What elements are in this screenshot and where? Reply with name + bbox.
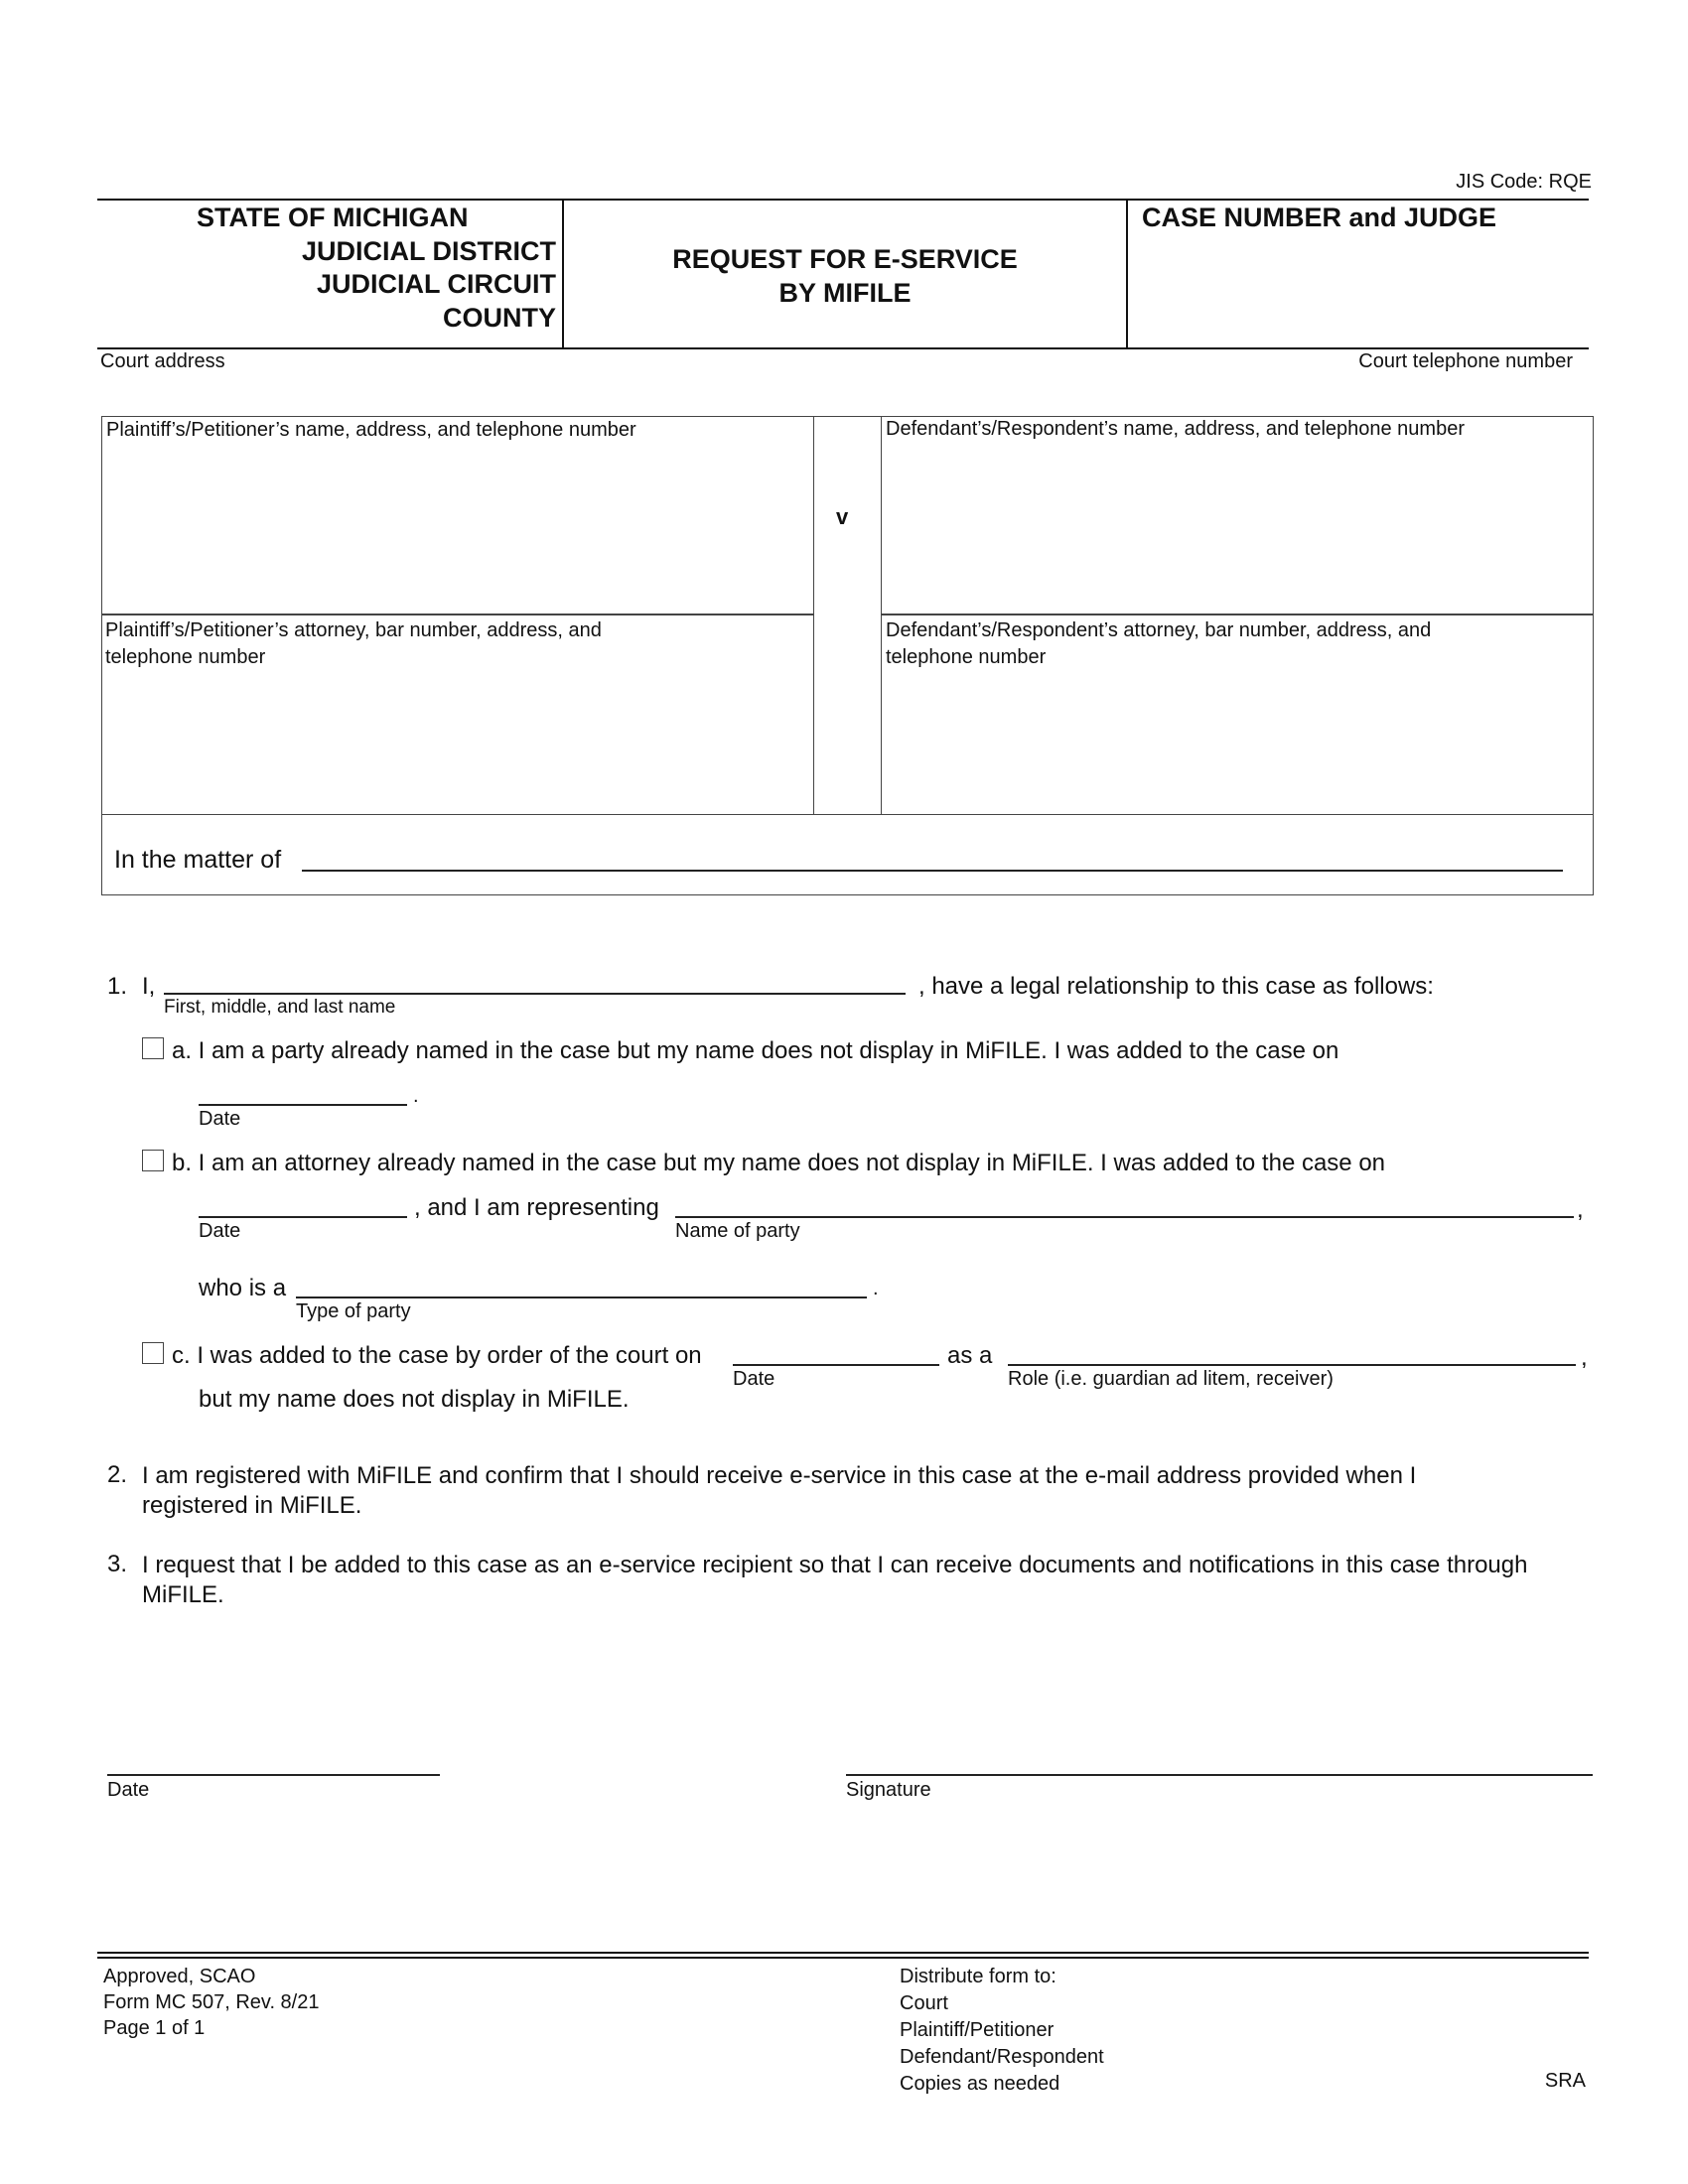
defendant-attorney-line2: telephone number bbox=[886, 646, 1047, 668]
item1-i: I, bbox=[142, 973, 156, 1000]
option-b-checkbox[interactable] bbox=[142, 1150, 164, 1171]
date-signature-label: Date bbox=[107, 1779, 150, 1801]
footer-rule-top bbox=[97, 1952, 1589, 1954]
case-number-label: CASE NUMBER and JUDGE bbox=[1142, 203, 1497, 232]
full-name-field[interactable] bbox=[164, 993, 906, 995]
option-c-as-a: as a bbox=[947, 1342, 993, 1369]
item3-number: 3. bbox=[107, 1551, 128, 1577]
plaintiff-attorney-line2: telephone number bbox=[105, 646, 266, 668]
option-b-representing: , and I am representing bbox=[414, 1194, 659, 1221]
header-top-rule bbox=[97, 199, 1589, 201]
option-a-period: . bbox=[413, 1085, 419, 1107]
option-a-date-label: Date bbox=[199, 1108, 241, 1130]
signature-label: Signature bbox=[846, 1779, 931, 1801]
distribute-defendant: Defendant/Respondent bbox=[900, 2046, 1104, 2068]
defendant-attorney-label bbox=[886, 617, 1431, 671]
plaintiff-box[interactable] bbox=[101, 416, 814, 615]
form-title-line2: BY MIFILE bbox=[778, 278, 912, 308]
option-c-line2: but my name does not display in MiFILE. bbox=[199, 1386, 630, 1413]
full-name-label: First, middle, and last name bbox=[164, 997, 396, 1018]
item2-number: 2. bbox=[107, 1461, 128, 1488]
versus-label: v bbox=[836, 504, 849, 529]
option-c-comma: , bbox=[1581, 1344, 1588, 1371]
option-b-type-field[interactable] bbox=[296, 1297, 867, 1298]
footer-rule-bottom bbox=[97, 1957, 1589, 1959]
option-c-date-label: Date bbox=[733, 1368, 775, 1390]
court-address-label: Court address bbox=[100, 350, 225, 372]
item2-text bbox=[142, 1461, 1416, 1521]
versus-column bbox=[813, 416, 882, 815]
option-b-text: b. I am an attorney already named in the case but my name does not display in MiFILE. I was added to the case on bbox=[172, 1150, 1386, 1176]
form-info bbox=[103, 1964, 319, 2041]
option-a-date-field[interactable] bbox=[199, 1104, 407, 1106]
state-label: STATE OF MICHIGAN bbox=[197, 203, 469, 232]
option-c-date-field[interactable] bbox=[733, 1364, 939, 1366]
option-c-checkbox[interactable] bbox=[142, 1342, 164, 1364]
option-c-text: c. I was added to the case by order of the court on bbox=[172, 1342, 702, 1369]
option-a-checkbox[interactable] bbox=[142, 1037, 164, 1059]
option-b-period: . bbox=[873, 1278, 879, 1299]
item2-line1: I am registered with MiFILE and confirm that I should receive e-service in this case at the e-mail address provided when I bbox=[142, 1462, 1417, 1489]
signature-field[interactable] bbox=[846, 1774, 1593, 1776]
approved-label: Approved, SCAO bbox=[103, 1966, 256, 1987]
matter-of-label: In the matter of bbox=[114, 846, 282, 874]
header-bottom-rule bbox=[97, 347, 1589, 349]
form-number: Form MC 507, Rev. 8/21 bbox=[103, 1991, 320, 2013]
form-code: SRA bbox=[1544, 2070, 1586, 2092]
defendant-label: Defendant’s/Respondent’s name, address, and telephone number bbox=[886, 418, 1465, 440]
plaintiff-attorney-label bbox=[105, 617, 602, 671]
district-label: JUDICIAL DISTRICT bbox=[301, 236, 556, 266]
option-c-role-label: Role (i.e. guardian ad litem, receiver) bbox=[1008, 1368, 1334, 1390]
option-b-date-field[interactable] bbox=[199, 1216, 407, 1218]
defendant-box[interactable] bbox=[881, 416, 1594, 615]
plaintiff-label: Plaintiff’s/Petitioner’s name, address, and telephone number bbox=[106, 419, 636, 441]
option-b-who-is: who is a bbox=[199, 1275, 287, 1301]
date-signature-field[interactable] bbox=[107, 1774, 440, 1776]
option-b-party-field[interactable] bbox=[675, 1216, 1574, 1218]
item2-line2: registered in MiFILE. bbox=[142, 1492, 362, 1519]
item3-line1: I request that I be added to this case as an e-service recipient so that I can receive documents and notifications in this case through bbox=[142, 1552, 1528, 1578]
distribute-heading: Distribute form to: bbox=[900, 1966, 1056, 1987]
jis-code: JIS Code: RQE bbox=[1456, 171, 1592, 193]
item3-line2: MiFILE. bbox=[142, 1581, 224, 1608]
distribution-list bbox=[900, 1964, 1104, 2098]
matter-box bbox=[101, 814, 1594, 895]
distribute-copies: Copies as needed bbox=[900, 2073, 1060, 2095]
form-title bbox=[564, 242, 1126, 310]
plaintiff-attorney-line1: Plaintiff’s/Petitioner’s attorney, bar number, address, and bbox=[105, 619, 602, 641]
matter-of-field[interactable] bbox=[302, 870, 1563, 872]
circuit-label: JUDICIAL CIRCUIT bbox=[316, 269, 556, 299]
distribute-court: Court bbox=[900, 1992, 948, 2014]
page-number: Page 1 of 1 bbox=[103, 2017, 206, 2039]
option-c-role-field[interactable] bbox=[1008, 1364, 1576, 1366]
court-phone-label: Court telephone number bbox=[1358, 350, 1573, 372]
item1-tail: , have a legal relationship to this case as follows: bbox=[918, 973, 1434, 1000]
option-b-date-label: Date bbox=[199, 1220, 241, 1242]
option-b-comma: , bbox=[1577, 1196, 1584, 1223]
item1-number: 1. bbox=[107, 973, 128, 1000]
distribute-plaintiff: Plaintiff/Petitioner bbox=[900, 2019, 1055, 2041]
option-b-party-label: Name of party bbox=[675, 1220, 800, 1242]
option-a-text: a. I am a party already named in the case but my name does not display in MiFILE. I was added to the case on bbox=[172, 1037, 1339, 1064]
option-b-type-label: Type of party bbox=[296, 1300, 411, 1322]
defendant-attorney-line1: Defendant’s/Respondent’s attorney, bar number, address, and bbox=[886, 619, 1432, 641]
form-title-line1: REQUEST FOR E-SERVICE bbox=[672, 244, 1018, 274]
county-label: COUNTY bbox=[443, 303, 556, 333]
header-divider-right bbox=[1126, 199, 1128, 349]
item3-text bbox=[142, 1551, 1527, 1610]
